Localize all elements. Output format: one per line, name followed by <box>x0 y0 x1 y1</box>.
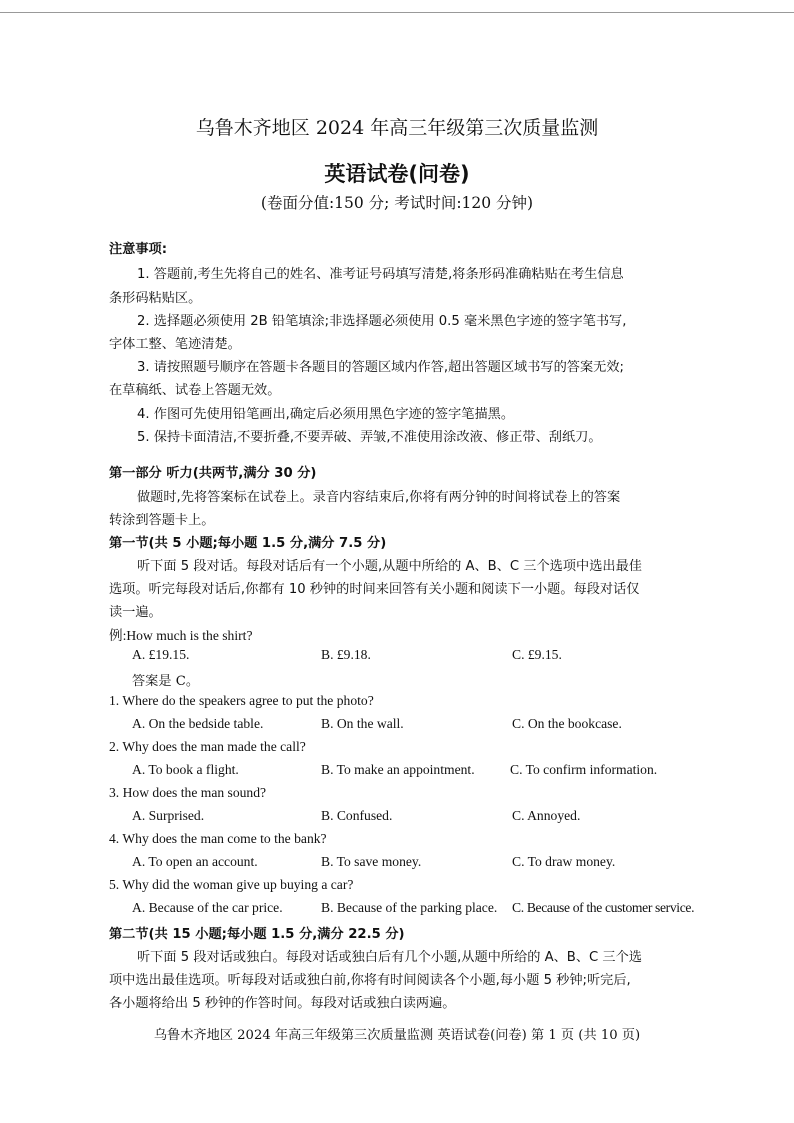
question-3-option-a: A. Surprised. <box>132 808 205 823</box>
question-4-option-a: A. To open an account. <box>132 854 258 869</box>
exam-subtitle: 英语试卷(问卷) <box>324 162 470 186</box>
note-item-4: 4. 作图可先使用铅笔画出,确定后必须用黑色字迹的签字笔描黑。 <box>137 407 515 422</box>
part1-intro: 做题时,先将答案标在试卷上。录音内容结束后,你将有两分钟的时间将试卷上的答案 <box>137 490 621 505</box>
note-item-1-cont: 条形码粘贴区。 <box>109 291 202 306</box>
note-item-3-cont: 在草稿纸、试卷上答题无效。 <box>109 383 281 398</box>
part1-heading: 第一部分 听力(共两节,满分 30 分) <box>109 466 317 481</box>
note-item-2-cont: 字体工整、笔迹清楚。 <box>109 337 241 352</box>
example-option-b: B. £9.18. <box>321 647 371 662</box>
question-2-option-b: B. To make an appointment. <box>321 762 475 777</box>
note-item-1: 1. 答题前,考生先将自己的姓名、准考证号码填写清楚,将条形码准确粘贴在考生信息 <box>137 267 624 282</box>
section1-intro-cont-1: 选项。听完每段对话后,你都有 10 秒钟的时间来回答有关小题和阅读下一小题。每段对话仅 <box>109 582 640 597</box>
note-item-3: 3. 请按照题号顺序在答题卡各题目的答题区域内作答,超出答题区域书写的答案无效; <box>137 360 624 375</box>
question-4-option-c: C. To draw money. <box>512 854 616 869</box>
question-4-option-b: B. To save money. <box>321 854 422 869</box>
example-option-a: A. £19.15. <box>132 647 190 662</box>
question-1-option-c: C. On the bookcase. <box>512 716 622 731</box>
question-2-option-c: C. To confirm information. <box>510 762 658 777</box>
question-1-option-b: B. On the wall. <box>321 716 404 731</box>
example-answer: 答案是 C。 <box>132 674 200 689</box>
example-option-c: C. £9.15. <box>512 647 562 662</box>
question-3: 3. How does the man sound? <box>109 785 267 800</box>
note-item-2: 2. 选择题必须使用 2B 铅笔填涂;非选择题必须使用 0.5 毫米黑色字迹的签字笔书写, <box>137 314 627 329</box>
page-top-border <box>0 12 794 13</box>
question-2-option-a: A. To book a flight. <box>132 762 239 777</box>
section1-heading: 第一节(共 5 小题;每小题 1.5 分,满分 7.5 分) <box>109 536 387 551</box>
page-footer: 乌鲁木齐地区 2024 年高三年级第三次质量监测 英语试卷(问卷) 第 1 页 (共 10 页) <box>153 1028 641 1043</box>
section2-intro-cont-1: 项中选出最佳选项。听每段对话或独白前,你将有时间阅读各个小题,每小题 5 秒钟;听完后, <box>109 973 631 988</box>
part1-intro-cont: 转涂到答题卡上。 <box>109 513 215 528</box>
note-item-5: 5. 保持卡面清洁,不要折叠,不要弄破、弄皱,不准使用涂改液、修正带、刮纸刀。 <box>137 430 602 445</box>
score-time-line: (卷面分值:150 分; 考试时间:120 分钟) <box>260 194 534 212</box>
example-question: 例:How much is the shirt? <box>109 628 253 643</box>
question-5-option-c: C. Because of the customer service. <box>512 900 695 915</box>
section2-intro: 听下面 5 段对话或独白。每段对话或独白后有几个小题,从题中所给的 A、B、C 三个选 <box>137 950 642 965</box>
question-3-option-c: C. Annoyed. <box>512 808 581 823</box>
section2-heading: 第二节(共 15 小题;每小题 1.5 分,满分 22.5 分) <box>109 927 405 942</box>
question-2: 2. Why does the man made the call? <box>109 739 306 754</box>
exam-title: 乌鲁木齐地区 2024 年高三年级第三次质量监测 <box>195 117 599 139</box>
section1-intro: 听下面 5 段对话。每段对话后有一个小题,从题中所给的 A、B、C 三个选项中选出最佳 <box>137 559 642 574</box>
notes-heading: 注意事项: <box>109 242 168 257</box>
question-5-option-a: A. Because of the car price. <box>132 900 283 915</box>
section2-intro-cont-2: 各小题将给出 5 秒钟的作答时间。每段对话或独白读两遍。 <box>109 996 456 1011</box>
question-5: 5. Why did the woman give up buying a car? <box>109 877 354 892</box>
question-4: 4. Why does the man come to the bank? <box>109 831 327 846</box>
section1-intro-cont-2: 读一遍。 <box>109 605 162 620</box>
question-1: 1. Where do the speakers agree to put the photo? <box>109 693 374 708</box>
question-3-option-b: B. Confused. <box>321 808 393 823</box>
question-5-option-b: B. Because of the parking place. <box>321 900 498 915</box>
question-1-option-a: A. On the bedside table. <box>132 716 264 731</box>
